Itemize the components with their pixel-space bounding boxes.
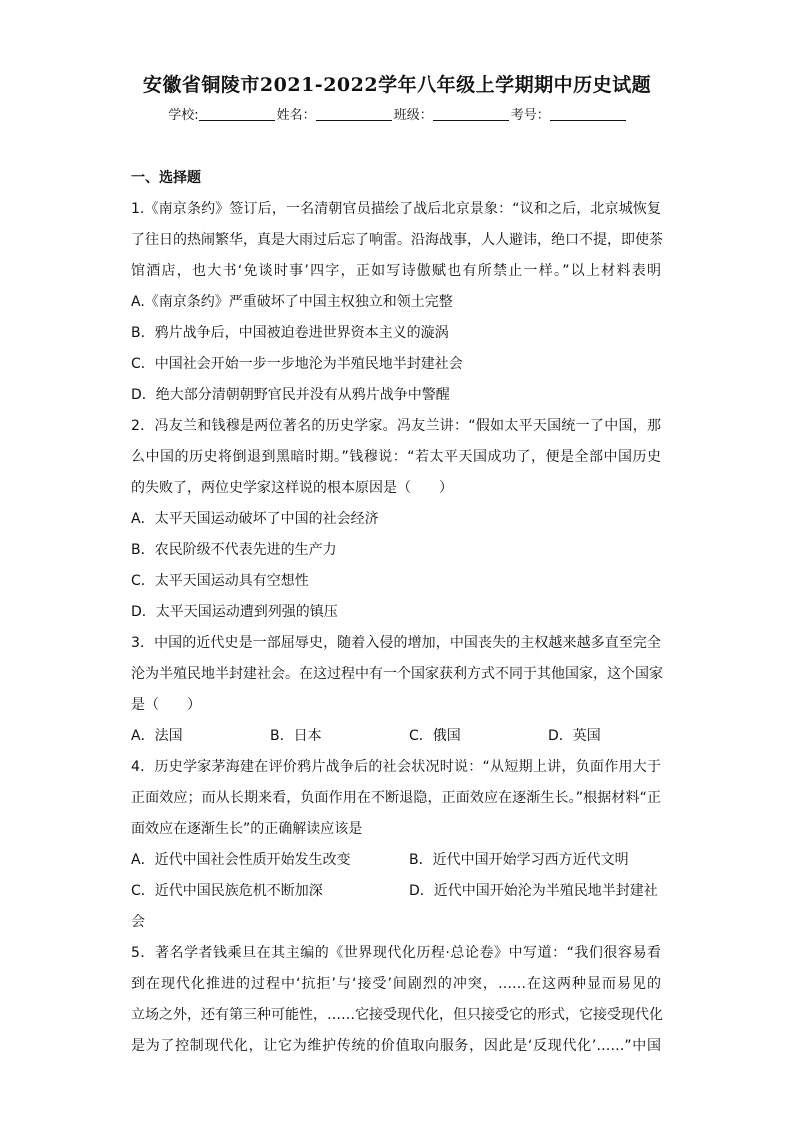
option-a[interactable]: A．近代中国社会性质开始发生改变 [131, 852, 351, 868]
student-info-row [0, 104, 794, 123]
option-d[interactable]: D．绝大部分清朝朝野官民并没有从鸦片战争中警醒 [131, 387, 450, 403]
question-text: 1.《南京条约》签订后，一名清朝官员描绘了战后北京景象：“议和之后，北京城恢复 [131, 201, 661, 217]
option-b[interactable]: B．鸦片战争后，中国被迫卷进世界资本主义的漩涡 [131, 325, 449, 341]
question-text: 是为了控制现代化，让它为维护传统的价值取向服务，因此是‘反现代化’……”中国 [131, 1038, 661, 1054]
option-b[interactable]: B．农民阶级不代表先进的生产力 [131, 542, 337, 558]
class-field[interactable] [433, 106, 509, 121]
question-text: 4．历史学家茅海建在评价鸦片战争后的社会状况时说：“从短期上讲，负面作用大于 [131, 759, 661, 775]
option-b[interactable]: B．近代中国开始学习西方近代文明 [409, 852, 629, 868]
question-content [131, 163, 661, 1062]
name-label: 姓名： [276, 108, 316, 123]
option-a[interactable]: A．法国 [131, 728, 183, 744]
question-text: 立场之外，还有第三种可能性，……它接受现代化，但只接受它的形式，它接受现代化 [131, 1007, 663, 1023]
question-text: 是（ ） [131, 697, 201, 713]
class-label: 班级： [393, 108, 433, 123]
question-text: 的失败了，两位史学家这样说的根本原因是（ ） [131, 480, 453, 496]
question-text: 5．著名学者钱乘旦在其主编的《世界现代化历程·总论卷》中写道：“我们很容易看 [131, 945, 661, 961]
option-a[interactable]: A．太平天国运动破坏了中国的社会经济 [131, 511, 379, 527]
options-row [131, 876, 661, 907]
option-d[interactable]: D．近代中国开始沦为半殖民地半封建社 [409, 883, 658, 899]
exam-no-label: 考号： [510, 108, 550, 123]
question-text: 面效应在逐渐生长”的正确解读应该是 [131, 821, 363, 837]
question-text: 了往日的热闹繁华，真是大雨过后忘了响雷。沿海战事，人人避讳，绝口不提，即使茶 [131, 232, 663, 248]
question-text: 正面效应；而从长期来看，负面作用在不断退隐，正面效应在逐渐生长。”根据材料“正 [131, 790, 661, 806]
question-text: 么中国的历史将倒退到黑暗时期。”钱穆说：“若太平天国成功了，便是全部中国历史 [131, 449, 661, 465]
option-d-wrap: 会 [131, 914, 145, 930]
question-text: 2．冯友兰和钱穆是两位著名的历史学家。冯友兰讲：“假如太平天国统一了中国，那 [131, 418, 661, 434]
school-label: 学校: [168, 108, 199, 123]
name-field[interactable] [316, 106, 392, 121]
page-title: 安徽省铜陵市2021-2022学年八年级上学期期中历史试题 [142, 74, 652, 96]
question-text: 沦为半殖民地半封建社会。在这过程中有一个国家获利方式不同于其他国家，这个国家 [131, 666, 663, 682]
option-d[interactable]: D．英国 [548, 728, 601, 744]
option-c[interactable]: C．俄国 [409, 728, 461, 744]
option-a[interactable]: A.《南京条约》严重破坏了中国主权独立和领土完整 [131, 294, 453, 310]
question-text: 到在现代化推进的过程中‘抗拒’与‘接受’间剧烈的冲突，……在这两种显而易见的 [131, 976, 661, 992]
option-c[interactable]: C．太平天国运动具有空想性 [131, 573, 309, 589]
option-d[interactable]: D．太平天国运动遭到列强的镇压 [131, 604, 338, 620]
question-text: 3．中国的近代史是一部屈辱史，随着入侵的增加，中国丧失的主权越来越多直至完全 [131, 635, 661, 651]
option-c[interactable]: C．近代中国民族危机不断加深 [131, 883, 323, 899]
options-row [131, 721, 661, 752]
exam-no-field[interactable] [550, 106, 626, 121]
question-text: 馆酒店，也大书‘免谈时事’四字，正如写诗傲赋也有所禁止一样。”以上材料表明 [131, 263, 661, 279]
school-field[interactable] [199, 106, 275, 121]
option-b[interactable]: B．日本 [270, 728, 322, 744]
options-row [131, 845, 661, 876]
option-c[interactable]: C．中国社会开始一步一步地沦为半殖民地半封建社会 [131, 356, 463, 372]
section-heading: 一、选择题 [131, 170, 201, 186]
